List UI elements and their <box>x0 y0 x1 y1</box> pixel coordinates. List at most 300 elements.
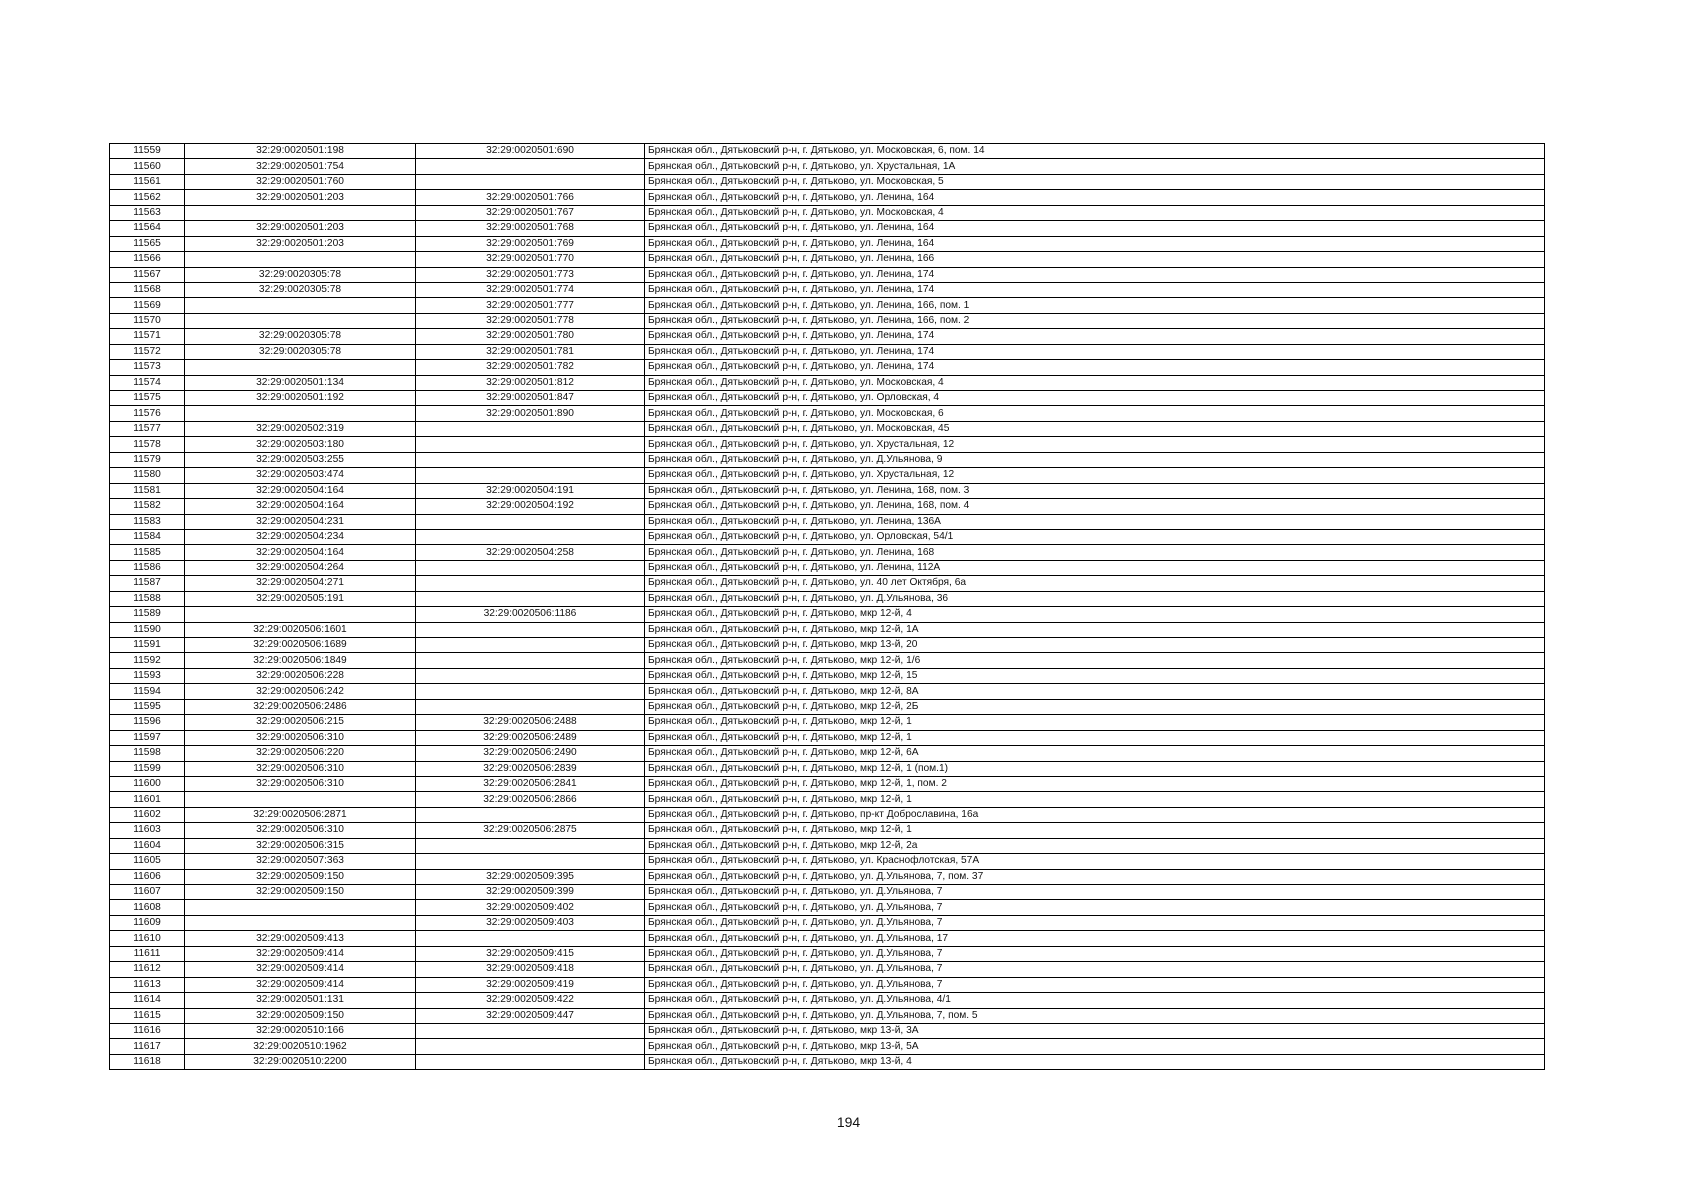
object-cadastral-cell: 32:29:0020501:780 <box>416 329 645 344</box>
table-row <box>110 1054 1545 1069</box>
table-row <box>110 267 1545 282</box>
parcel-cadastral-cell <box>185 313 416 328</box>
object-cadastral-cell: 32:29:0020506:2490 <box>416 746 645 761</box>
row-number-cell: 11584 <box>110 529 185 544</box>
address-cell: Брянская обл., Дятьковский р-н, г. Дятьково, ул. Ленина, 174 <box>645 329 1545 344</box>
row-number-cell: 11587 <box>110 576 185 591</box>
parcel-cadastral-cell: 32:29:0020506:220 <box>185 746 416 761</box>
object-cadastral-cell <box>416 1039 645 1054</box>
row-number-cell: 11570 <box>110 313 185 328</box>
row-number-cell: 11585 <box>110 545 185 560</box>
parcel-cadastral-cell: 32:29:0020509:413 <box>185 931 416 946</box>
address-cell: Брянская обл., Дятьковский р-н, г. Дятьково, ул. Хрустальная, 1А <box>645 159 1545 174</box>
address-cell: Брянская обл., Дятьковский р-н, г. Дятьково, ул. Московская, 45 <box>645 421 1545 436</box>
address-cell: Брянская обл., Дятьковский р-н, г. Дятьково, пр-кт Доброславина, 16а <box>645 807 1545 822</box>
object-cadastral-cell <box>416 638 645 653</box>
object-cadastral-cell: 32:29:0020509:419 <box>416 977 645 992</box>
object-cadastral-cell: 32:29:0020501:847 <box>416 391 645 406</box>
table-row <box>110 1039 1545 1054</box>
table-row <box>110 730 1545 745</box>
parcel-cadastral-cell: 32:29:0020506:315 <box>185 838 416 853</box>
row-number-cell: 11608 <box>110 900 185 915</box>
table-row <box>110 1023 1545 1038</box>
row-number-cell: 11568 <box>110 282 185 297</box>
object-cadastral-cell <box>416 514 645 529</box>
object-cadastral-cell <box>416 684 645 699</box>
table-row <box>110 514 1545 529</box>
object-cadastral-cell <box>416 591 645 606</box>
object-cadastral-cell: 32:29:0020509:418 <box>416 962 645 977</box>
address-cell: Брянская обл., Дятьковский р-н, г. Дятьково, ул. Ленина, 164 <box>645 221 1545 236</box>
row-number-cell: 11614 <box>110 993 185 1008</box>
object-cadastral-cell: 32:29:0020501:766 <box>416 190 645 205</box>
object-cadastral-cell <box>416 468 645 483</box>
table-row <box>110 560 1545 575</box>
row-number-cell: 11595 <box>110 699 185 714</box>
row-number-cell: 11593 <box>110 668 185 683</box>
table-row <box>110 421 1545 436</box>
parcel-cadastral-cell: 32:29:0020504:271 <box>185 576 416 591</box>
row-number-cell: 11600 <box>110 776 185 791</box>
parcel-cadastral-cell <box>185 205 416 220</box>
row-number-cell: 11567 <box>110 267 185 282</box>
object-cadastral-cell: 32:29:0020509:447 <box>416 1008 645 1023</box>
table-row <box>110 946 1545 961</box>
object-cadastral-cell: 32:29:0020509:399 <box>416 885 645 900</box>
object-cadastral-cell: 32:29:0020504:191 <box>416 483 645 498</box>
registry-table <box>109 143 1545 1070</box>
parcel-cadastral-cell: 32:29:0020506:310 <box>185 776 416 791</box>
table-row <box>110 684 1545 699</box>
table-row <box>110 962 1545 977</box>
parcel-cadastral-cell: 32:29:0020501:203 <box>185 221 416 236</box>
object-cadastral-cell <box>416 1023 645 1038</box>
address-cell: Брянская обл., Дятьковский р-н, г. Дятьково, ул. Ленина, 168, пом. 4 <box>645 499 1545 514</box>
table-row <box>110 282 1545 297</box>
address-cell: Брянская обл., Дятьковский р-н, г. Дятьково, ул. Ленина, 166 <box>645 252 1545 267</box>
address-cell: Брянская обл., Дятьковский р-н, г. Дятьково, ул. Ленина, 168, пом. 3 <box>645 483 1545 498</box>
table-row <box>110 653 1545 668</box>
table-row <box>110 391 1545 406</box>
table-row <box>110 668 1545 683</box>
parcel-cadastral-cell <box>185 360 416 375</box>
object-cadastral-cell <box>416 560 645 575</box>
parcel-cadastral-cell: 32:29:0020509:414 <box>185 946 416 961</box>
object-cadastral-cell: 32:29:0020506:2488 <box>416 715 645 730</box>
object-cadastral-cell <box>416 437 645 452</box>
object-cadastral-cell: 32:29:0020501:890 <box>416 406 645 421</box>
table-row <box>110 1008 1545 1023</box>
table-row <box>110 452 1545 467</box>
parcel-cadastral-cell: 32:29:0020506:242 <box>185 684 416 699</box>
row-number-cell: 11569 <box>110 298 185 313</box>
object-cadastral-cell: 32:29:0020501:769 <box>416 236 645 251</box>
address-cell: Брянская обл., Дятьковский р-н, г. Дятьково, мкр 12-й, 4 <box>645 607 1545 622</box>
row-number-cell: 11610 <box>110 931 185 946</box>
address-cell: Брянская обл., Дятьковский р-н, г. Дятьково, ул. Д.Ульянова, 7, пом. 5 <box>645 1008 1545 1023</box>
table-row <box>110 931 1545 946</box>
parcel-cadastral-cell: 32:29:0020506:310 <box>185 823 416 838</box>
table-row <box>110 499 1545 514</box>
table-row <box>110 313 1545 328</box>
address-cell: Брянская обл., Дятьковский р-н, г. Дятьково, ул. Хрустальная, 12 <box>645 468 1545 483</box>
table-row <box>110 885 1545 900</box>
row-number-cell: 11618 <box>110 1054 185 1069</box>
table-row <box>110 468 1545 483</box>
row-number-cell: 11612 <box>110 962 185 977</box>
parcel-cadastral-cell: 32:29:0020510:1962 <box>185 1039 416 1054</box>
row-number-cell: 11607 <box>110 885 185 900</box>
table-row <box>110 746 1545 761</box>
row-number-cell: 11586 <box>110 560 185 575</box>
table-row <box>110 591 1545 606</box>
object-cadastral-cell <box>416 1054 645 1069</box>
row-number-cell: 11561 <box>110 174 185 189</box>
table-row <box>110 761 1545 776</box>
object-cadastral-cell: 32:29:0020506:2839 <box>416 761 645 776</box>
table-row <box>110 190 1545 205</box>
address-cell: Брянская обл., Дятьковский р-н, г. Дятьково, ул. Ленина, 168 <box>645 545 1545 560</box>
table-row <box>110 699 1545 714</box>
parcel-cadastral-cell <box>185 406 416 421</box>
row-number-cell: 11594 <box>110 684 185 699</box>
row-number-cell: 11566 <box>110 252 185 267</box>
address-cell: Брянская обл., Дятьковский р-н, г. Дятьково, ул. Д.Ульянова, 7, пом. 37 <box>645 869 1545 884</box>
object-cadastral-cell: 32:29:0020509:395 <box>416 869 645 884</box>
row-number-cell: 11598 <box>110 746 185 761</box>
address-cell: Брянская обл., Дятьковский р-н, г. Дятьково, ул. Ленина, 136А <box>645 514 1545 529</box>
table-row <box>110 838 1545 853</box>
parcel-cadastral-cell: 32:29:0020507:363 <box>185 854 416 869</box>
row-number-cell: 11582 <box>110 499 185 514</box>
object-cadastral-cell <box>416 174 645 189</box>
address-cell: Брянская обл., Дятьковский р-н, г. Дятьково, ул. Орловская, 4 <box>645 391 1545 406</box>
parcel-cadastral-cell: 32:29:0020501:203 <box>185 190 416 205</box>
address-cell: Брянская обл., Дятьковский р-н, г. Дятьково, ул. Ленина, 174 <box>645 282 1545 297</box>
address-cell: Брянская обл., Дятьковский р-н, г. Дятьково, мкр 12-й, 1 <box>645 792 1545 807</box>
address-cell: Брянская обл., Дятьковский р-н, г. Дятьково, ул. Краснофлотская, 57А <box>645 854 1545 869</box>
row-number-cell: 11601 <box>110 792 185 807</box>
object-cadastral-cell <box>416 452 645 467</box>
parcel-cadastral-cell: 32:29:0020506:215 <box>185 715 416 730</box>
table-row <box>110 298 1545 313</box>
row-number-cell: 11578 <box>110 437 185 452</box>
table-row <box>110 252 1545 267</box>
object-cadastral-cell: 32:29:0020501:768 <box>416 221 645 236</box>
address-cell: Брянская обл., Дятьковский р-н, г. Дятьково, ул. Орловская, 54/1 <box>645 529 1545 544</box>
parcel-cadastral-cell: 32:29:0020504:231 <box>185 514 416 529</box>
parcel-cadastral-cell: 32:29:0020305:78 <box>185 282 416 297</box>
parcel-cadastral-cell: 32:29:0020504:164 <box>185 545 416 560</box>
parcel-cadastral-cell <box>185 792 416 807</box>
row-number-cell: 11603 <box>110 823 185 838</box>
object-cadastral-cell <box>416 653 645 668</box>
parcel-cadastral-cell: 32:29:0020509:414 <box>185 962 416 977</box>
address-cell: Брянская обл., Дятьковский р-н, г. Дятьково, ул. Ленина, 112А <box>645 560 1545 575</box>
object-cadastral-cell <box>416 622 645 637</box>
row-number-cell: 11592 <box>110 653 185 668</box>
table-row <box>110 715 1545 730</box>
address-cell: Брянская обл., Дятьковский р-н, г. Дятьково, ул. Хрустальная, 12 <box>645 437 1545 452</box>
parcel-cadastral-cell: 32:29:0020503:180 <box>185 437 416 452</box>
parcel-cadastral-cell: 32:29:0020501:203 <box>185 236 416 251</box>
parcel-cadastral-cell <box>185 915 416 930</box>
row-number-cell: 11581 <box>110 483 185 498</box>
row-number-cell: 11573 <box>110 360 185 375</box>
table-row <box>110 545 1545 560</box>
parcel-cadastral-cell: 32:29:0020305:78 <box>185 329 416 344</box>
parcel-cadastral-cell <box>185 607 416 622</box>
row-number-cell: 11572 <box>110 344 185 359</box>
object-cadastral-cell: 32:29:0020506:2866 <box>416 792 645 807</box>
object-cadastral-cell: 32:29:0020506:1186 <box>416 607 645 622</box>
address-cell: Брянская обл., Дятьковский р-н, г. Дятьково, ул. Ленина, 166, пом. 1 <box>645 298 1545 313</box>
table-row <box>110 638 1545 653</box>
registry-table-body <box>110 144 1545 1070</box>
row-number-cell: 11606 <box>110 869 185 884</box>
object-cadastral-cell <box>416 668 645 683</box>
parcel-cadastral-cell: 32:29:0020504:264 <box>185 560 416 575</box>
table-row <box>110 607 1545 622</box>
object-cadastral-cell: 32:29:0020501:773 <box>416 267 645 282</box>
row-number-cell: 11571 <box>110 329 185 344</box>
address-cell: Брянская обл., Дятьковский р-н, г. Дятьково, ул. Московская, 4 <box>645 375 1545 390</box>
table-row <box>110 900 1545 915</box>
table-row <box>110 221 1545 236</box>
object-cadastral-cell: 32:29:0020504:258 <box>416 545 645 560</box>
parcel-cadastral-cell: 32:29:0020506:228 <box>185 668 416 683</box>
parcel-cadastral-cell: 32:29:0020501:760 <box>185 174 416 189</box>
object-cadastral-cell <box>416 854 645 869</box>
row-number-cell: 11599 <box>110 761 185 776</box>
table-row <box>110 205 1545 220</box>
table-row <box>110 792 1545 807</box>
parcel-cadastral-cell: 32:29:0020501:134 <box>185 375 416 390</box>
table-row <box>110 776 1545 791</box>
table-row <box>110 854 1545 869</box>
address-cell: Брянская обл., Дятьковский р-н, г. Дятьково, мкр 13-й, 20 <box>645 638 1545 653</box>
row-number-cell: 11563 <box>110 205 185 220</box>
address-cell: Брянская обл., Дятьковский р-н, г. Дятьково, ул. Ленина, 166, пом. 2 <box>645 313 1545 328</box>
parcel-cadastral-cell: 32:29:0020506:310 <box>185 761 416 776</box>
parcel-cadastral-cell: 32:29:0020305:78 <box>185 344 416 359</box>
parcel-cadastral-cell: 32:29:0020510:166 <box>185 1023 416 1038</box>
address-cell: Брянская обл., Дятьковский р-н, г. Дятьково, мкр 12-й, 15 <box>645 668 1545 683</box>
row-number-cell: 11559 <box>110 144 185 159</box>
table-row <box>110 977 1545 992</box>
address-cell: Брянская обл., Дятьковский р-н, г. Дятьково, мкр 12-й, 8А <box>645 684 1545 699</box>
object-cadastral-cell: 32:29:0020501:767 <box>416 205 645 220</box>
address-cell: Брянская обл., Дятьковский р-н, г. Дятьково, ул. Ленина, 174 <box>645 360 1545 375</box>
parcel-cadastral-cell: 32:29:0020509:150 <box>185 1008 416 1023</box>
table-row <box>110 174 1545 189</box>
address-cell: Брянская обл., Дятьковский р-н, г. Дятьково, мкр 12-й, 1/6 <box>645 653 1545 668</box>
row-number-cell: 11602 <box>110 807 185 822</box>
parcel-cadastral-cell: 32:29:0020506:1689 <box>185 638 416 653</box>
parcel-cadastral-cell: 32:29:0020503:474 <box>185 468 416 483</box>
parcel-cadastral-cell: 32:29:0020506:1601 <box>185 622 416 637</box>
object-cadastral-cell: 32:29:0020501:781 <box>416 344 645 359</box>
address-cell: Брянская обл., Дятьковский р-н, г. Дятьково, ул. Московская, 5 <box>645 174 1545 189</box>
object-cadastral-cell: 32:29:0020501:770 <box>416 252 645 267</box>
row-number-cell: 11577 <box>110 421 185 436</box>
parcel-cadastral-cell: 32:29:0020504:164 <box>185 483 416 498</box>
table-row <box>110 529 1545 544</box>
row-number-cell: 11615 <box>110 1008 185 1023</box>
row-number-cell: 11597 <box>110 730 185 745</box>
address-cell: Брянская обл., Дятьковский р-н, г. Дятьково, ул. Д.Ульянова, 7 <box>645 885 1545 900</box>
parcel-cadastral-cell: 32:29:0020506:2486 <box>185 699 416 714</box>
row-number-cell: 11611 <box>110 946 185 961</box>
row-number-cell: 11605 <box>110 854 185 869</box>
address-cell: Брянская обл., Дятьковский р-н, г. Дятьково, ул. Московская, 4 <box>645 205 1545 220</box>
row-number-cell: 11574 <box>110 375 185 390</box>
row-number-cell: 11609 <box>110 915 185 930</box>
address-cell: Брянская обл., Дятьковский р-н, г. Дятьково, ул. Д.Ульянова, 7 <box>645 977 1545 992</box>
row-number-cell: 11575 <box>110 391 185 406</box>
parcel-cadastral-cell: 32:29:0020509:150 <box>185 885 416 900</box>
object-cadastral-cell: 32:29:0020504:192 <box>416 499 645 514</box>
row-number-cell: 11564 <box>110 221 185 236</box>
object-cadastral-cell: 32:29:0020509:422 <box>416 993 645 1008</box>
row-number-cell: 11616 <box>110 1023 185 1038</box>
object-cadastral-cell: 32:29:0020506:2841 <box>416 776 645 791</box>
table-row <box>110 344 1545 359</box>
address-cell: Брянская обл., Дятьковский р-н, г. Дятьково, ул. Московская, 6, пом. 14 <box>645 144 1545 159</box>
table-row <box>110 375 1545 390</box>
table-row <box>110 622 1545 637</box>
table-row <box>110 144 1545 159</box>
table-row <box>110 329 1545 344</box>
address-cell: Брянская обл., Дятьковский р-н, г. Дятьково, мкр 12-й, 1 <box>645 730 1545 745</box>
address-cell: Брянская обл., Дятьковский р-н, г. Дятьково, мкр 12-й, 2а <box>645 838 1545 853</box>
parcel-cadastral-cell: 32:29:0020305:78 <box>185 267 416 282</box>
address-cell: Брянская обл., Дятьковский р-н, г. Дятьково, ул. Д.Ульянова, 4/1 <box>645 993 1545 1008</box>
parcel-cadastral-cell: 32:29:0020510:2200 <box>185 1054 416 1069</box>
table-row <box>110 915 1545 930</box>
table-row <box>110 993 1545 1008</box>
row-number-cell: 11590 <box>110 622 185 637</box>
object-cadastral-cell: 32:29:0020501:774 <box>416 282 645 297</box>
object-cadastral-cell: 32:29:0020501:782 <box>416 360 645 375</box>
address-cell: Брянская обл., Дятьковский р-н, г. Дятьково, мкр 12-й, 6А <box>645 746 1545 761</box>
parcel-cadastral-cell: 32:29:0020503:255 <box>185 452 416 467</box>
row-number-cell: 11604 <box>110 838 185 853</box>
table-row <box>110 437 1545 452</box>
row-number-cell: 11576 <box>110 406 185 421</box>
parcel-cadastral-cell: 32:29:0020509:150 <box>185 869 416 884</box>
address-cell: Брянская обл., Дятьковский р-н, г. Дятьково, мкр 13-й, 3А <box>645 1023 1545 1038</box>
address-cell: Брянская обл., Дятьковский р-н, г. Дятьково, мкр 12-й, 2Б <box>645 699 1545 714</box>
row-number-cell: 11565 <box>110 236 185 251</box>
table-row <box>110 406 1545 421</box>
object-cadastral-cell <box>416 576 645 591</box>
address-cell: Брянская обл., Дятьковский р-н, г. Дятьково, мкр 12-й, 1, пом. 2 <box>645 776 1545 791</box>
object-cadastral-cell: 32:29:0020501:778 <box>416 313 645 328</box>
parcel-cadastral-cell: 32:29:0020506:1849 <box>185 653 416 668</box>
address-cell: Брянская обл., Дятьковский р-н, г. Дятьково, ул. 40 лет Октября, 6а <box>645 576 1545 591</box>
object-cadastral-cell <box>416 529 645 544</box>
address-cell: Брянская обл., Дятьковский р-н, г. Дятьково, ул. Ленина, 174 <box>645 344 1545 359</box>
table-row <box>110 159 1545 174</box>
object-cadastral-cell: 32:29:0020509:403 <box>416 915 645 930</box>
object-cadastral-cell: 32:29:0020501:777 <box>416 298 645 313</box>
address-cell: Брянская обл., Дятьковский р-н, г. Дятьково, ул. Ленина, 164 <box>645 190 1545 205</box>
row-number-cell: 11617 <box>110 1039 185 1054</box>
address-cell: Брянская обл., Дятьковский р-н, г. Дятьково, ул. Д.Ульянова, 7 <box>645 946 1545 961</box>
address-cell: Брянская обл., Дятьковский р-н, г. Дятьково, ул. Д.Ульянова, 7 <box>645 962 1545 977</box>
address-cell: Брянская обл., Дятьковский р-н, г. Дятьково, мкр 12-й, 1 <box>645 715 1545 730</box>
address-cell: Брянская обл., Дятьковский р-н, г. Дятьково, ул. Д.Ульянова, 7 <box>645 915 1545 930</box>
parcel-cadastral-cell: 32:29:0020506:2871 <box>185 807 416 822</box>
object-cadastral-cell: 32:29:0020506:2489 <box>416 730 645 745</box>
object-cadastral-cell: 32:29:0020501:812 <box>416 375 645 390</box>
parcel-cadastral-cell <box>185 900 416 915</box>
address-cell: Брянская обл., Дятьковский р-н, г. Дятьково, ул. Д.Ульянова, 36 <box>645 591 1545 606</box>
parcel-cadastral-cell: 32:29:0020504:164 <box>185 499 416 514</box>
row-number-cell: 11591 <box>110 638 185 653</box>
address-cell: Брянская обл., Дятьковский р-н, г. Дятьково, мкр 12-й, 1 <box>645 823 1545 838</box>
parcel-cadastral-cell <box>185 252 416 267</box>
parcel-cadastral-cell: 32:29:0020501:131 <box>185 993 416 1008</box>
row-number-cell: 11580 <box>110 468 185 483</box>
table-row <box>110 483 1545 498</box>
object-cadastral-cell <box>416 159 645 174</box>
object-cadastral-cell: 32:29:0020509:415 <box>416 946 645 961</box>
row-number-cell: 11588 <box>110 591 185 606</box>
object-cadastral-cell <box>416 421 645 436</box>
parcel-cadastral-cell: 32:29:0020501:754 <box>185 159 416 174</box>
row-number-cell: 11562 <box>110 190 185 205</box>
address-cell: Брянская обл., Дятьковский р-н, г. Дятьково, мкр 12-й, 1 (пом.1) <box>645 761 1545 776</box>
object-cadastral-cell <box>416 931 645 946</box>
table-row <box>110 236 1545 251</box>
parcel-cadastral-cell: 32:29:0020505:191 <box>185 591 416 606</box>
row-number-cell: 11579 <box>110 452 185 467</box>
parcel-cadastral-cell: 32:29:0020502:319 <box>185 421 416 436</box>
object-cadastral-cell: 32:29:0020506:2875 <box>416 823 645 838</box>
address-cell: Брянская обл., Дятьковский р-н, г. Дятьково, ул. Д.Ульянова, 7 <box>645 900 1545 915</box>
address-cell: Брянская обл., Дятьковский р-н, г. Дятьково, ул. Московская, 6 <box>645 406 1545 421</box>
page-number: 194 <box>836 1114 861 1130</box>
object-cadastral-cell <box>416 807 645 822</box>
address-cell: Брянская обл., Дятьковский р-н, г. Дятьково, ул. Д.Ульянова, 17 <box>645 931 1545 946</box>
address-cell: Брянская обл., Дятьковский р-н, г. Дятьково, мкр 13-й, 4 <box>645 1054 1545 1069</box>
table-row <box>110 869 1545 884</box>
parcel-cadastral-cell: 32:29:0020509:414 <box>185 977 416 992</box>
object-cadastral-cell <box>416 699 645 714</box>
table-row <box>110 807 1545 822</box>
address-cell: Брянская обл., Дятьковский р-н, г. Дятьково, мкр 12-й, 1А <box>645 622 1545 637</box>
address-cell: Брянская обл., Дятьковский р-н, г. Дятьково, ул. Ленина, 164 <box>645 236 1545 251</box>
object-cadastral-cell <box>416 838 645 853</box>
parcel-cadastral-cell: 32:29:0020506:310 <box>185 730 416 745</box>
object-cadastral-cell: 32:29:0020509:402 <box>416 900 645 915</box>
table-row <box>110 360 1545 375</box>
row-number-cell: 11613 <box>110 977 185 992</box>
table-row <box>110 823 1545 838</box>
address-cell: Брянская обл., Дятьковский р-н, г. Дятьково, ул. Д.Ульянова, 9 <box>645 452 1545 467</box>
parcel-cadastral-cell <box>185 298 416 313</box>
row-number-cell: 11596 <box>110 715 185 730</box>
row-number-cell: 11589 <box>110 607 185 622</box>
address-cell: Брянская обл., Дятьковский р-н, г. Дятьково, ул. Ленина, 174 <box>645 267 1545 282</box>
parcel-cadastral-cell: 32:29:0020501:198 <box>185 144 416 159</box>
row-number-cell: 11583 <box>110 514 185 529</box>
object-cadastral-cell: 32:29:0020501:690 <box>416 144 645 159</box>
parcel-cadastral-cell: 32:29:0020504:234 <box>185 529 416 544</box>
address-cell: Брянская обл., Дятьковский р-н, г. Дятьково, мкр 13-й, 5А <box>645 1039 1545 1054</box>
